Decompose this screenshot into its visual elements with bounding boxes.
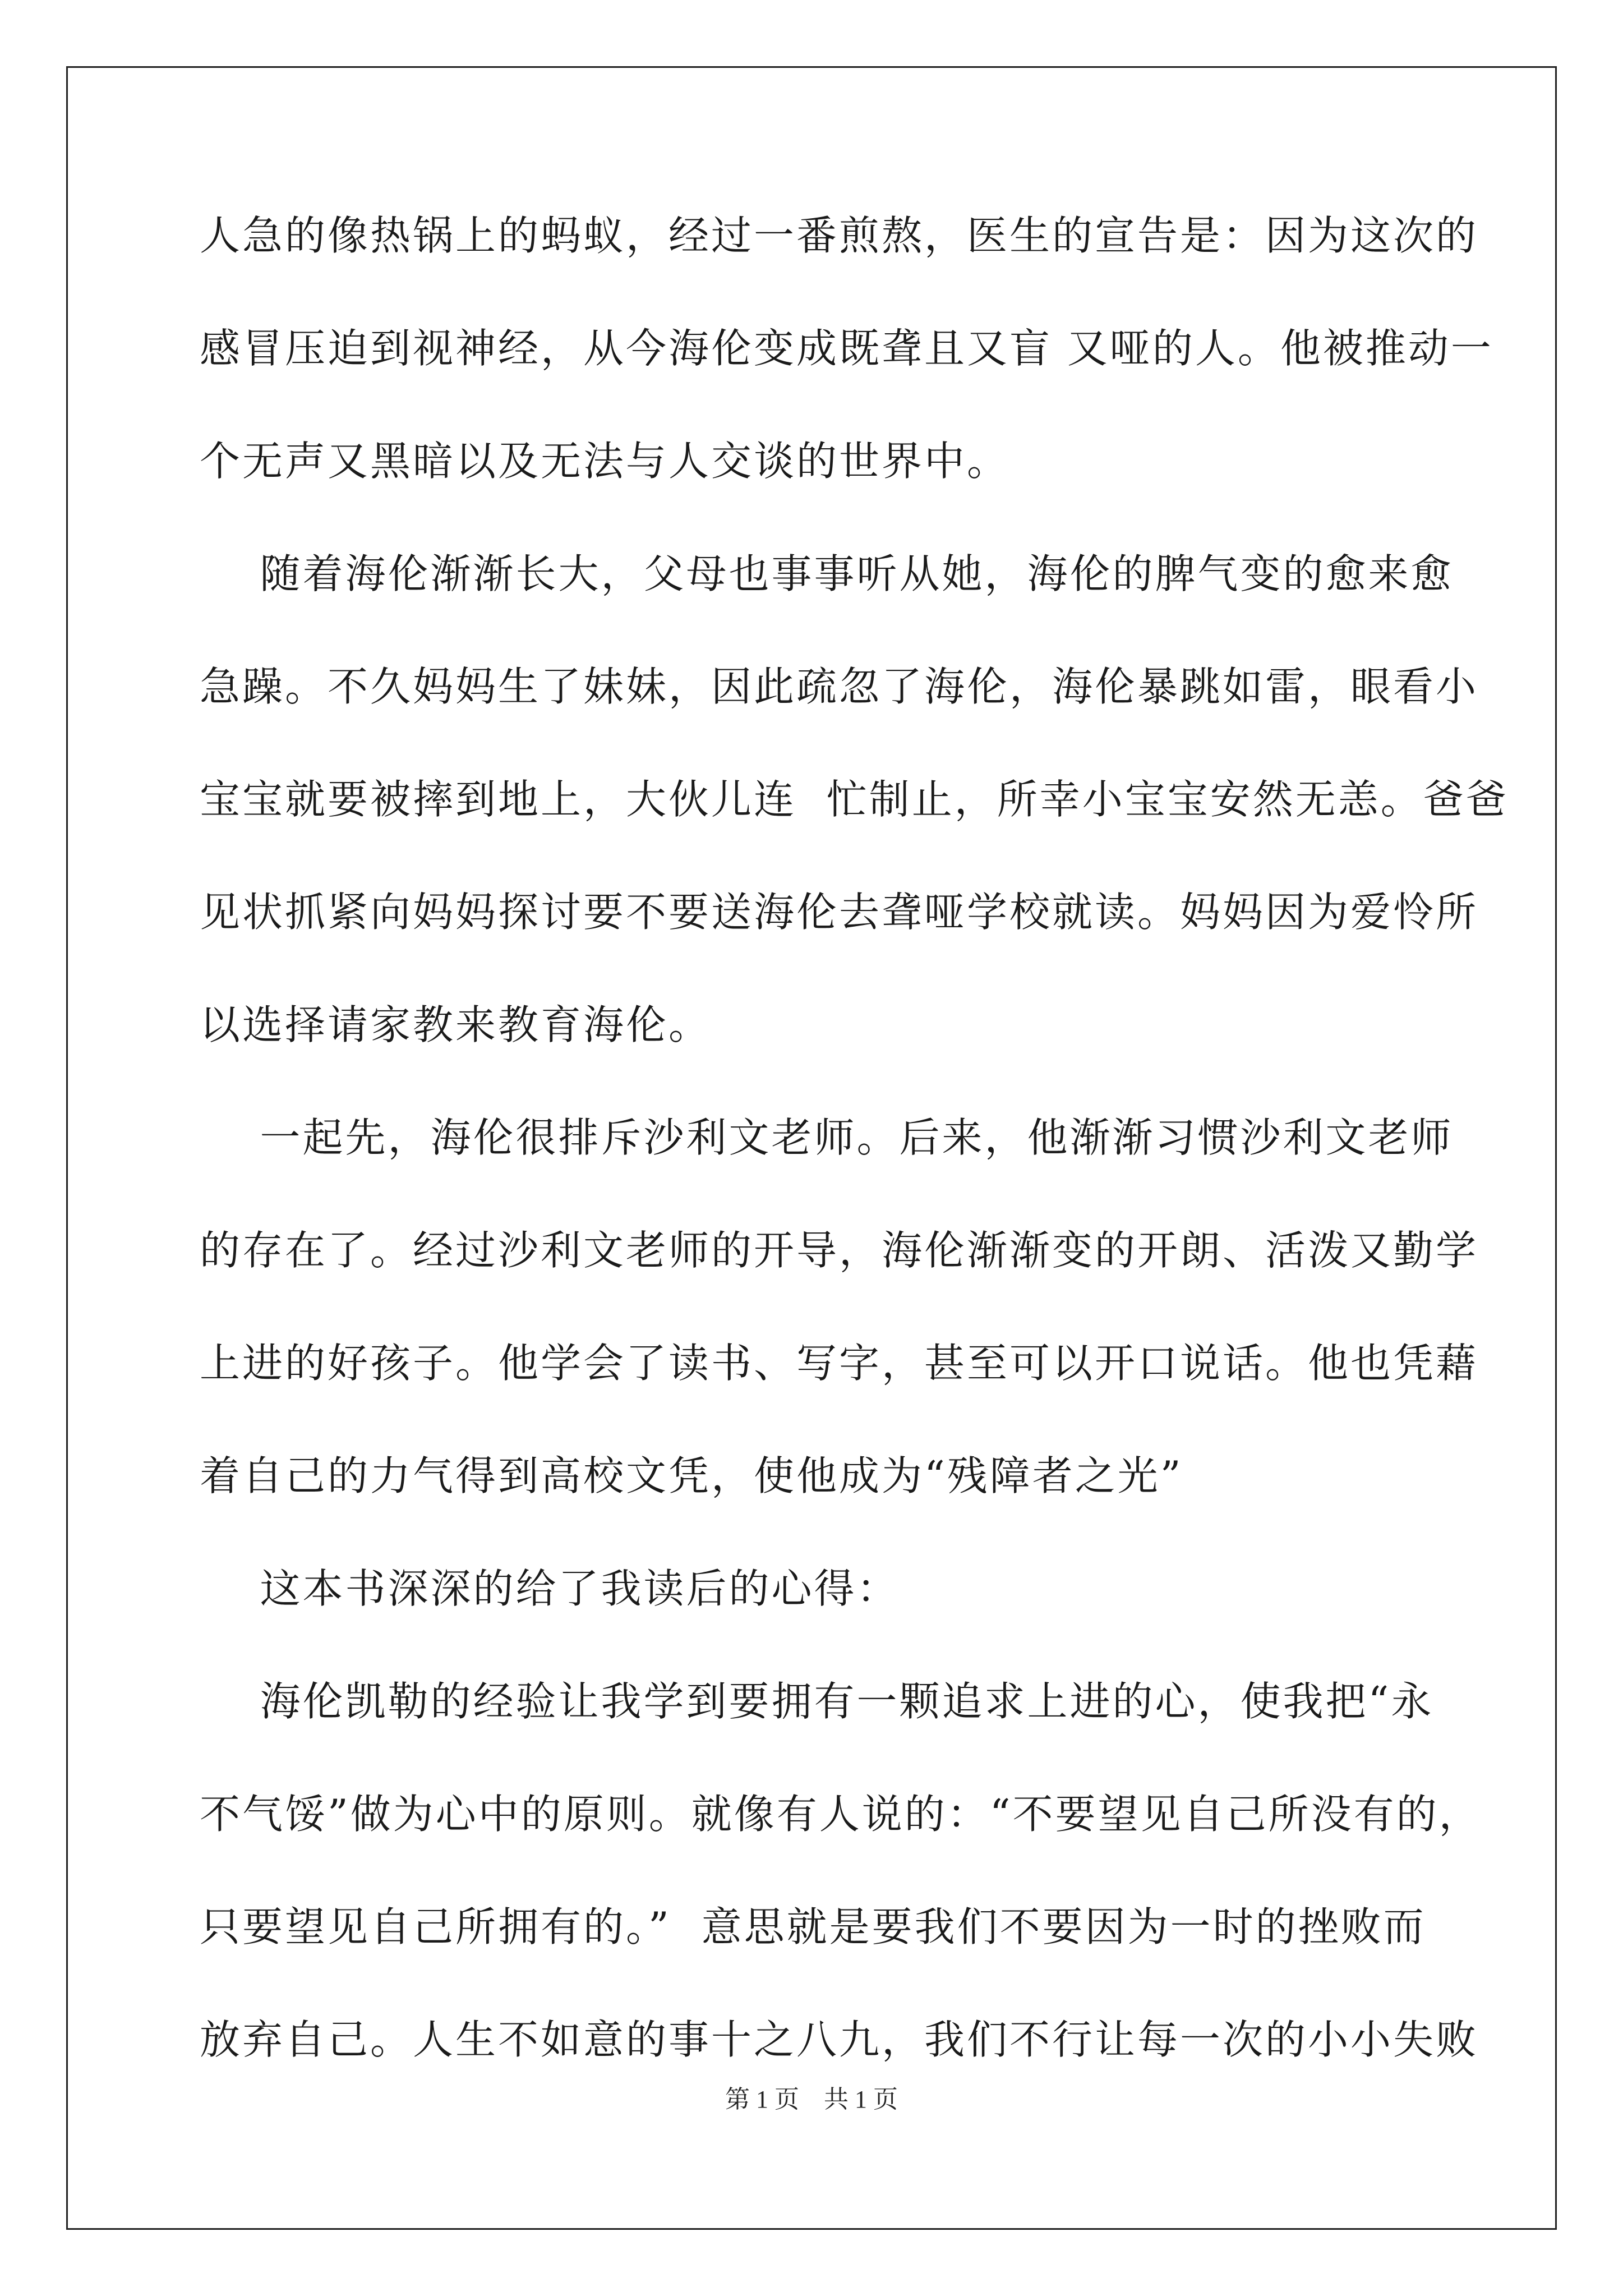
text-line: 这本书深深的给了我读后的心得： [200,1565,900,1612]
text-line: 上进的好孩子。他学会了读书、写字，甚至可以开口说话。他也凭藉 [200,1340,1479,1387]
text-line: 一起先，海伦很排斥沙利文老师。后来，他渐渐习惯沙利文老师 [200,1114,1454,1161]
page-footer [0,2086,1623,2114]
document-body [200,212,1509,2132]
text-line: 感冒压迫到视神经，从今海伦变成既聋且又盲 又哑的人。他被推动一 [200,325,1493,372]
text-line: 人急的像热锅上的蚂蚁，经过一番煎熬，医生的宣告是：因为这次的 [200,212,1479,259]
page-number-label: 第 1 页 共 1 页 [725,2086,898,2113]
text-line: 海伦凯勒的经验让我学到要拥有一颗追求上进的心，使我把“永 [200,1678,1434,1725]
text-line: 宝宝就要被摔到地上，大伙儿连 忙制止，所幸小宝宝安然无恙。爸爸 [200,776,1509,823]
text-line: 以选择请家教来教育海伦。 [200,1001,712,1048]
text-line: 见状抓紧向妈妈探讨要不要送海伦去聋哑学校就读。妈妈因为爱怜所 [200,889,1479,936]
text-line: 急躁。不久妈妈生了妹妹，因此疏忽了海伦，海伦暴跳如雷，眼看小 [200,663,1479,710]
text-line: 放弃自己。人生不如意的事十之八九，我们不行让每一次的小小失败 [200,2016,1479,2063]
text-line: 着自己的力气得到高校文凭，使他成为“残障者之光” [200,1452,1183,1499]
text-line: 的存在了。经过沙利文老师的开导，海伦渐渐变的开朗、活泼又勤学 [200,1227,1479,1274]
text-line: 只要望见自己所拥有的。” 意思就是要我们不要因为一时的挫败而 [200,1903,1426,1950]
text-line: 个无声又黑暗以及无法与人交谈的世界中。 [200,438,1010,485]
text-line: 不气馁”做为心中的原则。就像有人说的：“不要望见自己所没有的， [200,1791,1482,1838]
text-line: 随着海伦渐渐长大，父母也事事听从她，海伦的脾气变的愈来愈 [200,550,1454,597]
